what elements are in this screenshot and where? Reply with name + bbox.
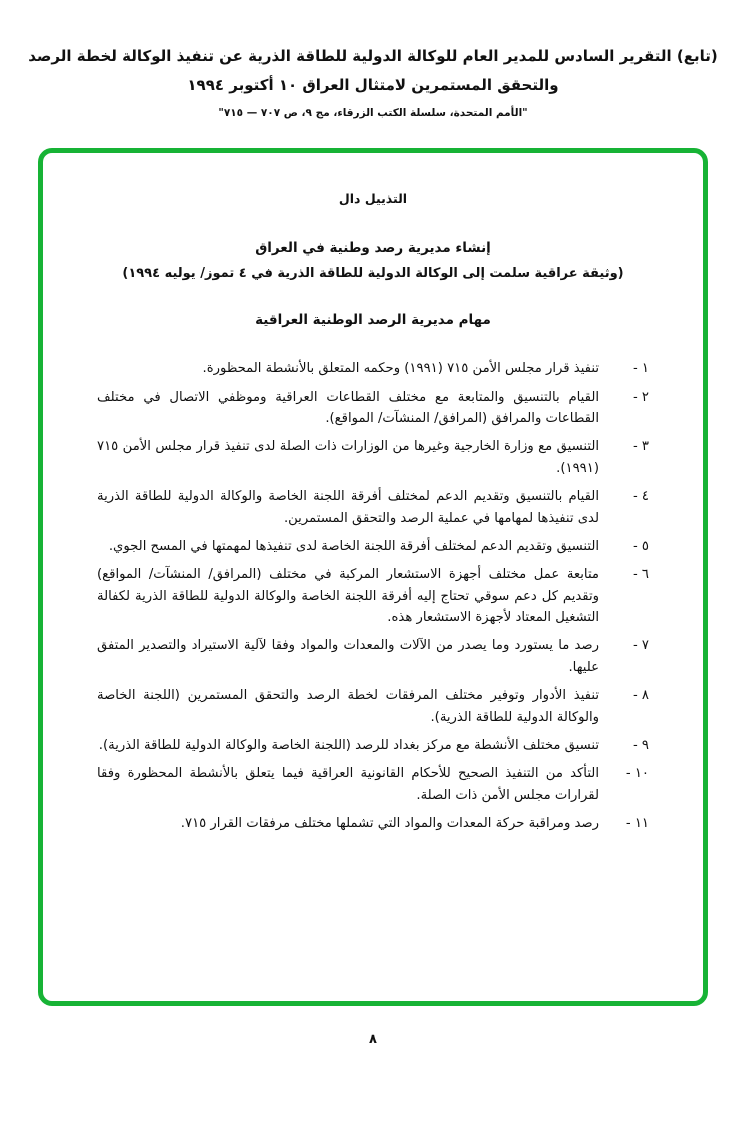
- item-text: التأكد من التنفيذ الصحيح للأحكام القانونية العراقية فيما يتعلق بالأنشطة المحظورة وفقا لقرارات مجلس الأمن ذات الصلة.: [97, 766, 599, 803]
- item-number: ٨ -: [632, 688, 649, 704]
- item-number: ٣ -: [632, 439, 649, 455]
- list-item: [97, 436, 649, 479]
- section-title: مهام مديرية الرصد الوطنية العراقية: [255, 312, 491, 329]
- item-text: تنفيذ الأدوار وتوفير مختلف المرفقات لخطة الرصد والتحقق المستمرين (اللجنة الخاصة والوكالة الدولية للطاقة الذرية).: [97, 688, 599, 725]
- item-number: ٦ -: [632, 567, 649, 583]
- item-text: تنفيذ قرار مجلس الأمن ٧١٥ (١٩٩١) وحكمه المتعلق بالأنشطة المحظورة.: [202, 361, 599, 377]
- list-item: [97, 635, 649, 678]
- item-number: ٩ -: [632, 737, 649, 753]
- list-item: [97, 685, 649, 728]
- list-item: [97, 358, 649, 379]
- item-number: ٤ -: [632, 489, 649, 505]
- document-body: [43, 153, 703, 834]
- item-number: ١٠ -: [625, 766, 649, 782]
- item-text: القيام بالتنسيق وتقديم الدعم لمختلف أفرقة اللجنة الخاصة والوكالة الدولية للطاقة الذرية لدى تنفيذها لمهامها في عملية الرصد والتحقق المستمرين.: [97, 489, 599, 526]
- document-subtitle: (وثيقة عراقية سلمت إلى الوكالة الدولية للطاقة الذرية في ٤ تموز/ يوليه ١٩٩٤): [122, 265, 624, 281]
- item-text: القيام بالتنسيق والمتابعة مع مختلف القطاعات العراقية وموظفي الاتصال في مختلف القطاعات والمرافق (المرافق/ المنشآت/ المواقع).: [97, 389, 599, 427]
- list-item: [97, 735, 649, 756]
- item-text: التنسيق وتقديم الدعم لمختلف أفرقة اللجنة الخاصة لدى تنفيذها لمهمتها في المسح الجوي.: [108, 538, 599, 554]
- item-text: رصد ما يستورد وما يصدر من الآلات والمعدات والمواد وفقا لآلية الاستيراد والتصدير المتفق عليها.: [97, 638, 599, 675]
- list-item: [97, 486, 649, 529]
- green-frame: [38, 148, 708, 1006]
- list-item: [97, 536, 649, 557]
- page-number: ٨: [369, 1032, 377, 1047]
- appendix-title: التذييل دال: [338, 191, 408, 206]
- item-text: التنسيق مع وزارة الخارجية وغيرها من الوزارات ذات الصلة لدى تنفيذ قرار مجلس الأمن ٧١٥ (١٩٩١).: [97, 439, 599, 476]
- item-number: ٥ -: [632, 538, 649, 554]
- list-item: [97, 564, 649, 628]
- numbered-list: [97, 358, 649, 834]
- header-title-line-1: (تابع) التقرير السادس للمدير العام للوكالة الدولية للطاقة الذرية عن تنفيذ الوكالة لخطة الرصد: [28, 47, 718, 65]
- item-number: ٢ -: [632, 389, 649, 405]
- document-title: إنشاء مديرية رصد وطنية في العراق: [255, 240, 491, 256]
- list-item: [97, 387, 649, 430]
- item-text: تنسيق مختلف الأنشطة مع مركز بغداد للرصد (اللجنة الخاصة والوكالة الدولية للطاقة الذرية).: [98, 737, 599, 753]
- item-text: متابعة عمل مختلف أجهزة الاستشعار المركبة في مختلف (المرافق/ المنشآت/ المواقع) وتقديم كل دعم سوقي تحتاج إليه أفرقة اللجنة الخاصة والوكالة الدولية للطاقة الذرية لكفالة التشغيل المعتاد لأجهزة الاستشعار هذه.: [97, 567, 599, 626]
- list-item: [97, 813, 649, 834]
- list-item: [97, 763, 649, 806]
- page-header: [0, 42, 746, 119]
- header-title-line-2: والتحقق المستمرين لامتثال العراق ١٠ أكتوبر ١٩٩٤: [187, 75, 559, 94]
- item-number: ٧ -: [632, 638, 649, 654]
- header-source-citation: "الأمم المتحدة، سلسلة الكتب الزرقاء، مج ٩، ص ٧٠٧ — ٧١٥": [218, 107, 528, 119]
- item-text: رصد ومراقبة حركة المعدات والمواد التي تشملها مختلف مرفقات القرار ٧١٥.: [180, 816, 599, 832]
- item-number: ١١ -: [625, 816, 649, 832]
- item-number: ١ -: [632, 361, 649, 377]
